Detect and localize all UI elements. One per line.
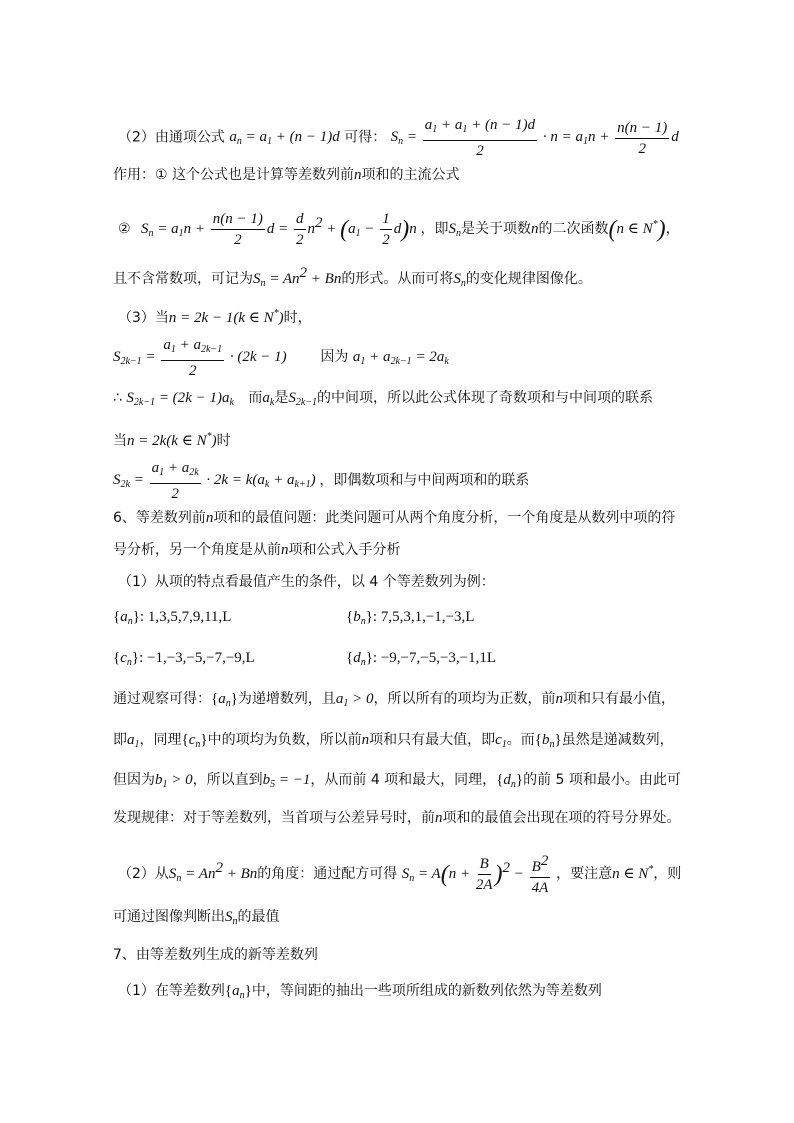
case-even-line: [113, 426, 794, 452]
var-n-4: n: [281, 542, 289, 558]
text-when: （3）当: [118, 310, 169, 326]
therefore-line: [113, 387, 794, 414]
sub2b-b: 的最值: [237, 909, 280, 925]
formula-odd-sum: [113, 335, 794, 379]
formula-even-sum: [113, 458, 794, 502]
section-6-heading: [113, 507, 794, 529]
text-quadratic: 的二次函数: [538, 221, 609, 237]
sub2-d: ，则: [653, 866, 682, 882]
var-a1: $a_1$: [127, 732, 140, 750]
observation-line-1: [113, 688, 794, 715]
sequences-row-2: [113, 647, 794, 674]
formula-b5: $b_5 = -1$: [262, 772, 311, 790]
text-intro: （2）由通项公式: [118, 129, 225, 146]
formula-an: $a_n = a_1 + (n - 1)d$: [229, 129, 340, 148]
seq-d: [346, 647, 496, 674]
seq-d-values: : −9,−7,−5,−3,−1,1L: [372, 650, 497, 666]
text-then-2: 时: [216, 433, 231, 449]
formula-s2k-1-ak: $S_{2k-1} = (2k - 1)a_k$: [126, 390, 234, 408]
text-and: 而: [248, 390, 263, 406]
text-ie: ，即: [420, 221, 449, 237]
sub2-a: （2）从: [118, 866, 169, 882]
obs4-b: 项和的最值会出现在项的符号分界处。: [442, 810, 681, 826]
subsection-1-text: （1）从项的特点看最值产生的条件，以 4 个等差数列为例：: [118, 574, 495, 590]
text-even-link: ，即偶数项和与中间两项和的联系: [319, 472, 530, 489]
sec7-a: （1）在等差数列: [118, 983, 225, 999]
seq-a-label: $\{a_n\}$: [113, 609, 140, 627]
text-graph: 的变化规律图像化。: [465, 271, 592, 287]
sub2-c: ，要注意: [556, 866, 613, 882]
text-when-2: 当: [113, 433, 127, 449]
formula-line-sn: [118, 115, 794, 159]
sub2-b: 的角度：通过配方可得: [257, 866, 398, 882]
var-n-6: n: [361, 732, 370, 748]
obs2-e: 。而: [506, 732, 535, 748]
formula-s2k: $S_{2k}$ = $\frac{a_1 + a_{2k}}{2}$ · $2k = k(a_k + a_{k+1})$: [113, 460, 316, 502]
subsection-2: [118, 845, 794, 897]
case-odd-line: [118, 303, 794, 329]
obs2-f: 虽然是递减数列，: [561, 732, 674, 748]
formula-sn-abn: $S_n = An^2 + Bn$: [253, 265, 342, 289]
text-then: 时，: [283, 310, 312, 326]
var-ak: $a_k$: [262, 390, 275, 408]
var-n-5: n: [555, 691, 564, 707]
text-no-const: 且不含常数项，可记为: [113, 271, 253, 287]
seq-a-values: : 1,3,5,7,9,11,L: [139, 609, 232, 625]
obs3-d: 的前 5 项和最小。由此可: [523, 772, 681, 788]
var-n-7: n: [435, 810, 443, 826]
obs3-c: ，从而前 4 项和最大，同理，: [310, 772, 497, 788]
var-seq-c: $\{c_n\}$: [181, 732, 208, 750]
observation-line-2: [113, 729, 794, 756]
formula-a1-a2k1: $a_1 + a_{2k-1} = 2a_k$: [352, 349, 449, 368]
var-seq-a: $\{a_n\}$: [211, 691, 238, 709]
section-7-sub1: [118, 980, 794, 1007]
obs-a: 通过观察可得：: [113, 691, 211, 707]
section-6-tail: 项和公式入手分析: [288, 542, 401, 558]
text-about: 是关于项数: [461, 221, 532, 237]
var-sn-3: $S_n$: [225, 909, 238, 927]
usage-text: 作用：① 这个公式也是计算等差数列前: [113, 167, 354, 183]
section-6-text: 项和的最值问题：此类问题可从两个角度分析，一个角度是从数列中项的符: [213, 510, 676, 526]
section-6-text-2: 号分析，另一个角度是从前: [113, 542, 281, 558]
obs-c: ，所以所有的项均为正数，前: [373, 691, 556, 707]
therefore-sign: ∴: [113, 390, 122, 406]
var-seq-b: $\{b_n\}$: [534, 732, 562, 750]
seq-d-label: $\{d_n\}$: [346, 650, 373, 668]
obs2-d: 项和只有最大值，即: [369, 732, 496, 748]
usage-line-3: [113, 262, 794, 295]
var-sn: $S_n$: [448, 221, 462, 239]
usage-line-2: [118, 200, 794, 249]
text-because: 因为: [320, 349, 349, 366]
subsection-2-line-2: [113, 906, 794, 933]
comma: ，: [665, 221, 680, 237]
var-n: n: [354, 167, 362, 183]
sec7-b: 中，等间距的抽出一些项所组成的新数列依然为等差数列: [251, 983, 602, 999]
text-form: 的形式。从而可将: [341, 271, 454, 287]
section-7-heading: [113, 944, 794, 966]
seq-c-label: $\{c_n\}$: [113, 650, 140, 668]
formula-n-in-N-2: n ∈ N*: [612, 864, 654, 882]
seq-b-label: $\{b_n\}$: [346, 609, 373, 627]
obs-b: 为递增数列，且: [237, 691, 336, 707]
observation-line-3: [113, 769, 794, 796]
seq-c-values: : −1,−3,−5,−7,−9,L: [139, 650, 255, 666]
text-middle-term: 的中间项，所以此公式体现了奇数项和与中间项的联系: [317, 390, 654, 406]
obs3-b: ，所以直到: [192, 772, 263, 788]
var-n-2: n: [531, 221, 539, 237]
formula-n-in-N: (n ∈ N*): [608, 216, 666, 243]
var-seq-a-2: $\{a_n\}$: [224, 983, 252, 1001]
obs2-a: 即: [113, 732, 127, 748]
formula-b1-pos: $b_1 > 0$: [155, 772, 193, 790]
obs-d: 项和只有最小值，: [563, 691, 676, 707]
formula-sn-expand: $S_n$ = $\frac{a_1 + a_1 + (n - 1)d}{2}$ · $n = a_1n$ + $\frac{n(n - 1)}{2}$ d: [390, 117, 679, 159]
usage-line-1: [113, 164, 794, 186]
formula-complete-square: $S_n = A(n$ + $\frac{B}{2A}$ )$^2$ − $\frac{B^2}{4A}$: [401, 853, 549, 897]
var-c1: $c_1$: [495, 732, 507, 750]
obs2-c: 中的项均为负数，所以前: [207, 732, 362, 748]
usage-tail: 项和的主流公式: [361, 167, 460, 183]
formula-s2k-1: $S_{2k-1}$ = $\frac{a_1 + a_{2k-1}}{2}$ · (2k − 1): [113, 337, 287, 379]
text-obtain: 可得：: [344, 129, 387, 146]
section-7-title: 7、由等差数列生成的新等差数列: [113, 947, 318, 963]
subsection-1: [118, 571, 794, 593]
circle-2: ②: [118, 221, 131, 237]
section-6-line-2: [113, 539, 794, 561]
obs3-a: 但因为: [113, 772, 155, 788]
obs4-a: 发现规律：对于等差数列，当首项与公差异号时，前: [113, 810, 435, 826]
var-n-3: n: [205, 510, 214, 526]
section-6-title: 6、等差数列前: [113, 510, 206, 526]
obs2-b: ，同理: [139, 732, 182, 748]
formula-a1-pos: $a_1 > 0$: [335, 691, 374, 709]
var-seq-d: $\{d_n\}$: [496, 772, 524, 790]
var-sn-2: $S_n$: [453, 271, 466, 289]
sequences-row-1: [113, 606, 794, 633]
seq-b: [346, 606, 474, 633]
formula-sn-quadratic: $S_n = a_1n$ + $\frac{n(n - 1)}{2}$ d = $\frac{d}{2}$ $n^2 + (a_1$ − $\frac{1}{2}$ d)n: [141, 211, 421, 249]
observation-line-4: [113, 807, 794, 829]
var-s2k-1: $S_{2k-1}$: [288, 390, 318, 408]
formula-n-odd: n = 2k − 1(k ∈ N*): [168, 308, 284, 326]
formula-sn-abn-2: $S_n = An^2 + Bn$: [168, 860, 258, 884]
sub2b-a: 可通过图像判断出: [113, 909, 225, 925]
text-is: 是: [274, 390, 289, 406]
seq-b-values: : 7,5,3,1,−1,−3,L: [372, 609, 475, 625]
formula-n-even: n = 2k(k ∈ N*): [127, 431, 217, 449]
